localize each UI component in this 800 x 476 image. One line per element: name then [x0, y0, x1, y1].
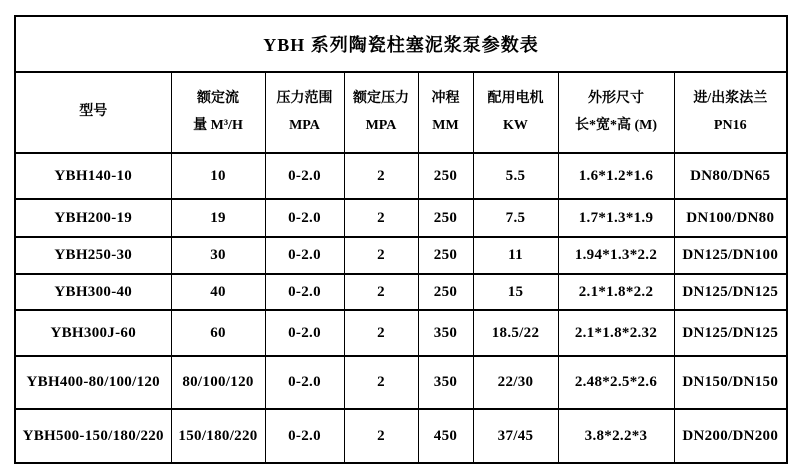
cell-rated-flow: 40 [171, 274, 265, 310]
column-header-label: 配用电机 [487, 90, 544, 106]
cell-flange: DN200/DN200 [674, 409, 787, 463]
cell-stroke: 250 [418, 237, 473, 274]
column-header-label: 进/出浆法兰 [693, 90, 768, 106]
column-header-unit: MPA [365, 117, 397, 133]
cell-motor: 11 [473, 237, 558, 274]
cell-rated-flow: 60 [171, 310, 265, 356]
column-header-unit: KW [503, 117, 528, 133]
column-header-flange [674, 72, 787, 153]
cell-stroke: 250 [418, 199, 473, 237]
cell-flange: DN125/DN125 [674, 310, 787, 356]
cell-dimensions: 2.48*2.5*2.6 [558, 356, 674, 409]
cell-motor: 5.5 [473, 153, 558, 199]
cell-motor: 37/45 [473, 409, 558, 463]
cell-pressure-range: 0-2.0 [265, 237, 344, 274]
cell-rated-pressure: 2 [344, 153, 418, 199]
table-row [15, 199, 787, 237]
cell-model: YBH140-10 [15, 153, 171, 199]
column-header-unit: MM [432, 117, 459, 133]
cell-pressure-range: 0-2.0 [265, 199, 344, 237]
cell-model: YBH300-40 [15, 274, 171, 310]
column-header-stroke [418, 72, 473, 153]
cell-rated-pressure: 2 [344, 237, 418, 274]
table-row [15, 310, 787, 356]
cell-rated-flow: 150/180/220 [171, 409, 265, 463]
pump-parameters-table [14, 15, 788, 464]
column-header-rated-pressure [344, 72, 418, 153]
column-header-label: 冲程 [431, 90, 460, 106]
cell-rated-pressure: 2 [344, 274, 418, 310]
column-header-label: 额定压力 [353, 90, 409, 106]
column-header-label: 额定流 [197, 90, 239, 106]
cell-flange: DN125/DN100 [674, 237, 787, 274]
column-header-unit: 量 M³/H [193, 117, 243, 133]
column-header-label: 外形尺寸 [588, 90, 644, 106]
cell-model: YBH300J-60 [15, 310, 171, 356]
column-header-unit: MPA [289, 117, 320, 133]
table-row [15, 356, 787, 409]
cell-rated-pressure: 2 [344, 409, 418, 463]
cell-model: YBH500-150/180/220 [15, 409, 171, 463]
column-header-unit: 长*宽*高 (M) [574, 117, 658, 133]
cell-flange: DN80/DN65 [674, 153, 787, 199]
cell-stroke: 350 [418, 356, 473, 409]
cell-dimensions: 2.1*1.8*2.2 [558, 274, 674, 310]
cell-pressure-range: 0-2.0 [265, 153, 344, 199]
cell-pressure-range: 0-2.0 [265, 409, 344, 463]
cell-rated-pressure: 2 [344, 310, 418, 356]
cell-rated-pressure: 2 [344, 199, 418, 237]
cell-pressure-range: 0-2.0 [265, 274, 344, 310]
cell-rated-flow: 30 [171, 237, 265, 274]
column-header-model [15, 72, 171, 153]
cell-stroke: 250 [418, 274, 473, 310]
cell-dimensions: 2.1*1.8*2.32 [558, 310, 674, 356]
cell-dimensions: 1.6*1.2*1.6 [558, 153, 674, 199]
column-header-pressure-range [265, 72, 344, 153]
table-row [15, 237, 787, 274]
cell-flange: DN150/DN150 [674, 356, 787, 409]
table-row [15, 409, 787, 463]
table-row [15, 153, 787, 199]
header-row [15, 72, 787, 153]
cell-rated-pressure: 2 [344, 356, 418, 409]
cell-model: YBH250-30 [15, 237, 171, 274]
cell-model: YBH400-80/100/120 [15, 356, 171, 409]
cell-rated-flow: 80/100/120 [171, 356, 265, 409]
cell-stroke: 350 [418, 310, 473, 356]
cell-flange: DN100/DN80 [674, 199, 787, 237]
cell-pressure-range: 0-2.0 [265, 356, 344, 409]
cell-pressure-range: 0-2.0 [265, 310, 344, 356]
cell-flange: DN125/DN125 [674, 274, 787, 310]
cell-stroke: 250 [418, 153, 473, 199]
cell-rated-flow: 19 [171, 199, 265, 237]
title-row [15, 16, 787, 72]
column-header-label: 压力范围 [276, 90, 333, 106]
column-header-motor [473, 72, 558, 153]
column-header-label: 型号 [79, 104, 108, 120]
column-header-unit: PN16 [713, 117, 747, 133]
cell-motor: 7.5 [473, 199, 558, 237]
cell-dimensions: 1.94*1.3*2.2 [558, 237, 674, 274]
cell-motor: 15 [473, 274, 558, 310]
cell-dimensions: 1.7*1.3*1.9 [558, 199, 674, 237]
cell-dimensions: 3.8*2.2*3 [558, 409, 674, 463]
cell-stroke: 450 [418, 409, 473, 463]
column-header-rated-flow [171, 72, 265, 153]
table-title: YBH 系列陶瓷柱塞泥浆泵参数表 [15, 16, 787, 72]
cell-rated-flow: 10 [171, 153, 265, 199]
cell-model: YBH200-19 [15, 199, 171, 237]
table-row [15, 274, 787, 310]
cell-motor: 22/30 [473, 356, 558, 409]
column-header-dimensions [558, 72, 674, 153]
cell-motor: 18.5/22 [473, 310, 558, 356]
